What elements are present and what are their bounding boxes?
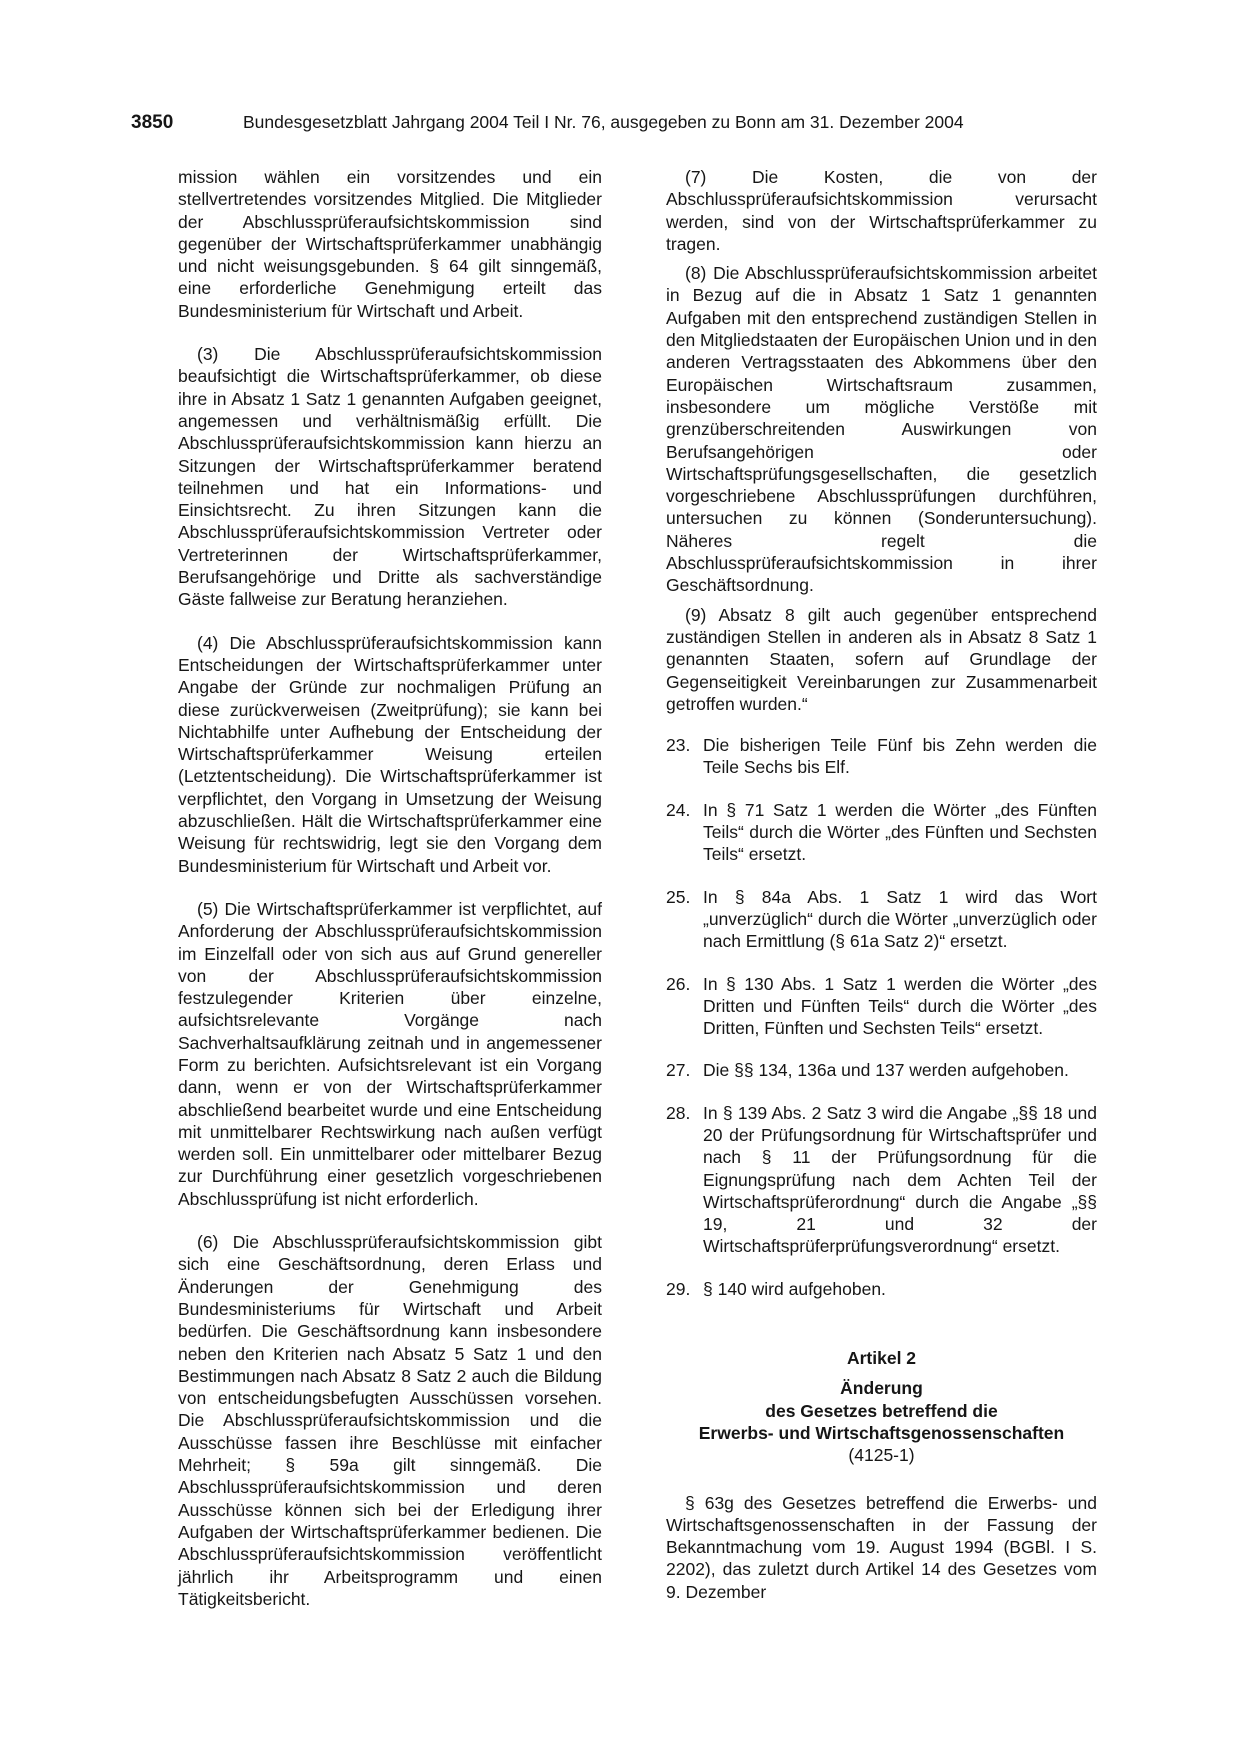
list-item xyxy=(666,886,1097,953)
list-item-number: 27. xyxy=(666,1060,691,1081)
list-item-number: 29. xyxy=(666,1278,691,1299)
list-item-number: 26. xyxy=(666,973,691,994)
list-item-text: Die bisherigen Teile Fünf bis Zehn werden die Teile Sechs bis Elf. xyxy=(703,735,1097,778)
continuation-paragraph: mission wählen ein vorsitzendes und ein stellvertretendes vorsitzendes Mitglied. Die Mitglieder der Abschlussprüferaufsichtskommission sind gegenüber der Wirtschaftsprüferkammer unabhängig und nicht weisungsgebunden. § 64 gilt sinngemäß, eine erforderliche Genehmigung erteilt das Bundesministerium für Wirtschaft und Arbeit. xyxy=(178,167,602,321)
list-item xyxy=(666,1059,1097,1081)
paragraph-9: (9) Absatz 8 gilt auch gegenüber entsprechend zuständigen Stellen in anderen als in Absatz 8 Satz 1 genannten Staaten, sofern auf Grundlage der Gegenseitigkeit Vereinbarungen zur Zusammenarbeit getroffen wurden.“ xyxy=(666,604,1097,714)
article-fna-number: (4125-1) xyxy=(848,1445,915,1466)
article-body: § 63g des Gesetzes betreffend die Erwerbs- und Wirtschaftsgenossenschaften in der Fassung der Bekanntmachung vom 19. August 1994 (BGBl. I S. 2202), das zuletzt durch Artikel 14 des Gesetzes vom 9. Dezember xyxy=(666,1492,1097,1602)
list-item xyxy=(666,799,1097,866)
article-title-line-1: Änderung xyxy=(840,1378,923,1399)
left-column xyxy=(178,166,602,1610)
list-item-number: 24. xyxy=(666,799,691,820)
paragraph-5: (5) Die Wirtschaftsprüferkammer ist verpflichtet, auf Anforderung der Abschlussprüferaufsichtskommission im Einzelfall oder von sich aus auf Grund genereller von der Abschlussprüferaufsichtskommission festzulegender Kriterien über einzelne, aufsichtsrelevante Vorgänge nach Sachverhaltsaufklärung zeitnah und in angemessener Form zu berichten. Aufsichtsrelevant ist ein Vorgang dann, wenn er von der Wirtschaftsprüferkammer abschließend bearbeitet wurde und eine Entscheidung mit unmittelbarer Rechtswirkung nach außen verfügt werden soll. Ein unmittelbarer oder mittelbarer Bezug zur Durchführung einer gesetzlich vorgeschriebenen Abschlussprüfung ist nicht erforderlich. xyxy=(178,898,602,1209)
list-item xyxy=(666,1102,1097,1258)
paragraph-3: (3) Die Abschlussprüferaufsichtskommission beaufsichtigt die Wirtschaftsprüferkammer, ob diese ihre in Absatz 1 Satz 1 genannten Aufgaben geeignet, angemessen und verhältnismäßig erfüllt. Die Abschlussprüferaufsichtskommission kann hierzu an Sitzungen der Wirtschaftsprüferkammer beratend teilnehmen und hat ein Informations- und Einsichtsrecht. Zu ihren Sitzungen kann die Abschlussprüferaufsichtskommission Vertreter oder Vertreterinnen der Wirtschaftsprüferkammer, Berufsangehörige und Dritte als sachverständige Gäste fallweise zur Beratung heranziehen. xyxy=(178,344,602,610)
paragraph-8: (8) Die Abschlussprüferaufsichtskommission arbeitet in Bezug auf die in Absatz 1 Satz 1 genannten Aufgaben mit den entsprechend zuständigen Stellen in den Mitgliedstaaten der Europäischen Union und in den anderen Vertragsstaaten des Abkommens über den Europäischen Wirtschaftsraum zusammen, insbesondere um mögliche Verstöße mit grenzüberschreitenden Auswirkungen von Berufsangehörigen oder Wirtschaftsprüfungsgesellschaften, die gesetzlich vorgeschriebene Abschlussprüfungen durchführen, untersuchen zu können (Sonderuntersuchung). Näheres regelt die Abschlussprüferaufsichtskommission in ihrer Geschäftsordnung. xyxy=(666,263,1097,596)
list-item-number: 28. xyxy=(666,1102,691,1123)
list-item-text: In § 84a Abs. 1 Satz 1 wird das Wort „unverzüglich“ durch die Wörter „unverzüglich oder nach Ermittlung (§ 61a Satz 2)“ ersetzt. xyxy=(703,886,1097,952)
list-item-text: In § 139 Abs. 2 Satz 3 wird die Angabe „§§ 18 und 20 der Prüfungsordnung für Wirtschaftsprüfer und nach § 11 der Prüfungsordnung für die Eignungsprüfung nach dem Achten Teil der Wirtschaftsprüferordnung“ durch die Angabe „§§ 19, 21 und 32 der Wirtschaftsprüferprüfungsverordnung“ ersetzt. xyxy=(703,1102,1097,1257)
list-item-text: In § 130 Abs. 1 Satz 1 werden die Wörter „des Dritten und Fünften Teils“ durch die Wörter „des Dritten, Fünften und Sechsten Teils“ ersetzt. xyxy=(703,973,1097,1039)
list-item-text: In § 71 Satz 1 werden die Wörter „des Fünften Teils“ durch die Wörter „des Fünften und Sechsten Teils“ ersetzt. xyxy=(703,799,1097,865)
list-item-number: 23. xyxy=(666,735,691,756)
list-item xyxy=(666,1278,1097,1300)
running-header xyxy=(131,112,964,134)
paragraph-6: (6) Die Abschlussprüferaufsichtskommission gibt sich eine Geschäftsordnung, deren Erlass und Änderungen der Genehmigung des Bundesministeriums für Wirtschaft und Arbeit bedürfen. Die Geschäftsordnung kann insbesondere neben den Kriterien nach Absatz 5 Satz 1 und den Bestimmungen nach Absatz 8 Satz 2 auch die Bildung von entscheidungsbefugten Ausschüssen vorsehen. Die Abschlussprüferaufsichtskommission und die Ausschüsse fassen ihre Beschlüsse mit einfacher Mehrheit; § 59a gilt sinngemäß. Die Abschlussprüferaufsichtskommission und deren Ausschüsse können sich bei der Erledigung ihrer Aufgaben der Wirtschaftsprüferkammer bedienen. Die Abschlussprüferaufsichtskommission veröffentlicht jährlich ihr Arbeitsprogramm und einen Tätigkeitsbericht. xyxy=(178,1232,602,1609)
article-title-line-3: Erwerbs- und Wirtschaftsgenossenschaften xyxy=(698,1422,1065,1443)
header-title: Bundesgesetzblatt Jahrgang 2004 Teil I Nr. 76, ausgegeben zu Bonn am 31. Dezember 2004 xyxy=(243,112,964,132)
list-item-text: § 140 wird aufgehoben. xyxy=(703,1278,886,1299)
page-number: 3850 xyxy=(131,112,174,133)
article-title-line-2: des Gesetzes betreffend die xyxy=(765,1400,998,1421)
list-item-number: 25. xyxy=(666,886,691,907)
list-item xyxy=(666,973,1097,1040)
article-heading: Artikel 2 xyxy=(846,1348,917,1369)
paragraph-7: (7) Die Kosten, die von der Abschlussprüferaufsichtskommission verursacht werden, sind von der Wirtschaftsprüferkammer zu tragen. xyxy=(666,167,1097,254)
list-item-text: Die §§ 134, 136a und 137 werden aufgehoben. xyxy=(703,1060,1069,1081)
list-item xyxy=(666,734,1097,779)
paragraph-4: (4) Die Abschlussprüferaufsichtskommission kann Entscheidungen der Wirtschaftsprüferkammer unter Angabe der Gründe zur nochmaligen Prüfung an diese zurückverweisen (Zweitprüfung); sie kann bei Nichtabhilfe unter Aufhebung der Entscheidung der Wirtschaftsprüferkammer Weisung erteilen (Letztentscheidung). Die Wirtschaftsprüferkammer ist verpflichtet, den Vorgang in Umsetzung der Weisung abzuschließen. Hält die Wirtschaftsprüferkammer eine Weisung für rechtswidrig, legt sie den Vorgang dem Bundesministerium für Wirtschaft und Arbeit vor. xyxy=(178,632,602,876)
right-column xyxy=(666,166,1097,1603)
